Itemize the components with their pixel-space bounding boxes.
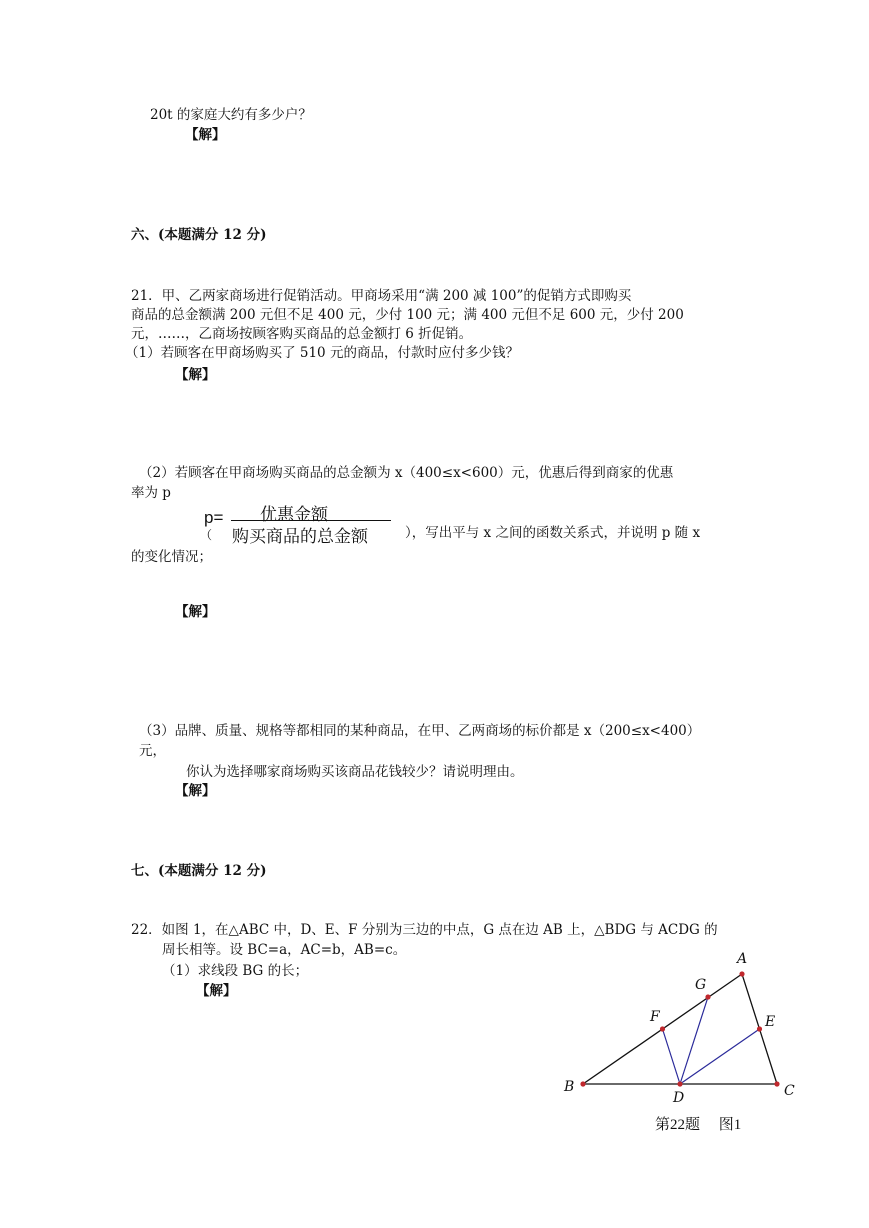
triangle-abc — [583, 974, 777, 1084]
point-a — [739, 971, 744, 976]
q22-part-1: （1）求线段 BG 的长； — [162, 963, 309, 979]
label-c: C — [784, 1083, 795, 1099]
q21-intro-line-3: 元，……，乙商场按顾客购买商品的总金额打 6 折促销。 — [131, 326, 473, 342]
label-a: A — [737, 951, 748, 967]
label-g: G — [695, 977, 707, 993]
formula-numerator: 优惠金额 — [260, 505, 328, 524]
q21-part-2-line-4: 的变化情况； — [131, 549, 212, 565]
q21-part-2-line-1: （2）若顾客在甲商场购买商品的总金额为 x（400≤x<600）元，优惠后得到商家的优惠 — [139, 465, 674, 481]
formula-denominator: 购买商品的总金额 — [232, 527, 368, 546]
answer-label: 【解】 — [175, 367, 216, 383]
q21-part-3-line-2: 元， — [139, 743, 166, 759]
section-heading-7: 七、(本题满分 12 分) — [131, 863, 267, 879]
answer-label: 【解】 — [196, 983, 237, 999]
segment-dg — [680, 997, 708, 1084]
formula-p-equals: p= — [204, 508, 224, 527]
figure-caption: 第22题 图1 — [655, 1117, 742, 1133]
discount-rate-formula — [200, 500, 410, 550]
answer-label: 【解】 — [175, 604, 216, 620]
q22-line-2: 周长相等。设 BC=a，AC=b，AB=c。 — [162, 942, 407, 958]
triangle-figure — [555, 945, 815, 1140]
segment-df — [663, 1029, 681, 1084]
label-d: D — [673, 1090, 685, 1106]
answer-label: 【解】 — [175, 783, 216, 799]
q22-line-1: 22．如图 1，在△ABC 中，D、E、F 分别为三边的中点，G 点在边 AB 上，△BDG 与 ACDG 的 — [131, 922, 718, 938]
fraction-bar — [231, 520, 391, 521]
point-b — [580, 1081, 585, 1086]
label-b: B — [564, 1079, 575, 1095]
point-c — [774, 1081, 779, 1086]
question-line: 20t 的家庭大约有多少户？ — [150, 107, 312, 123]
answer-label: 【解】 — [185, 127, 226, 143]
point-g — [705, 994, 710, 999]
q21-part-1: （1）若顾客在甲商场购买了 510 元的商品，付款时应付多少钱？ — [125, 345, 519, 361]
point-d — [677, 1081, 682, 1086]
formula-open-paren: （ — [200, 528, 213, 542]
label-e: E — [765, 1014, 776, 1030]
triangle-diagram — [555, 945, 815, 1115]
q21-part-2-line-3: ），写出平与 x 之间的函数关系式，并说明 p 随 x — [405, 525, 701, 541]
q21-intro-line-2: 商品的总金额满 200 元但不足 400 元，少付 100 元；满 400 元但不足 600 元，少付 200 — [131, 307, 684, 323]
segment-de — [680, 1029, 760, 1084]
point-e — [757, 1026, 762, 1031]
q21-part-2-line-2: 率为 p — [131, 485, 171, 501]
section-heading-6: 六、(本题满分 12 分) — [131, 227, 267, 243]
label-f: F — [650, 1009, 660, 1025]
point-f — [660, 1026, 665, 1031]
q21-part-3-line-1: （3）品牌、质量、规格等都相同的某种商品，在甲、乙两商场的标价都是 x（200≤x<400） — [139, 723, 701, 739]
q21-part-3-line-3: 你认为选择哪家商场购买该商品花钱较少？请说明理由。 — [186, 764, 524, 780]
q21-intro-line-1: 21．甲、乙两家商场进行促销活动。甲商场采用“满 200 减 100”的促销方式即购买 — [131, 288, 632, 304]
